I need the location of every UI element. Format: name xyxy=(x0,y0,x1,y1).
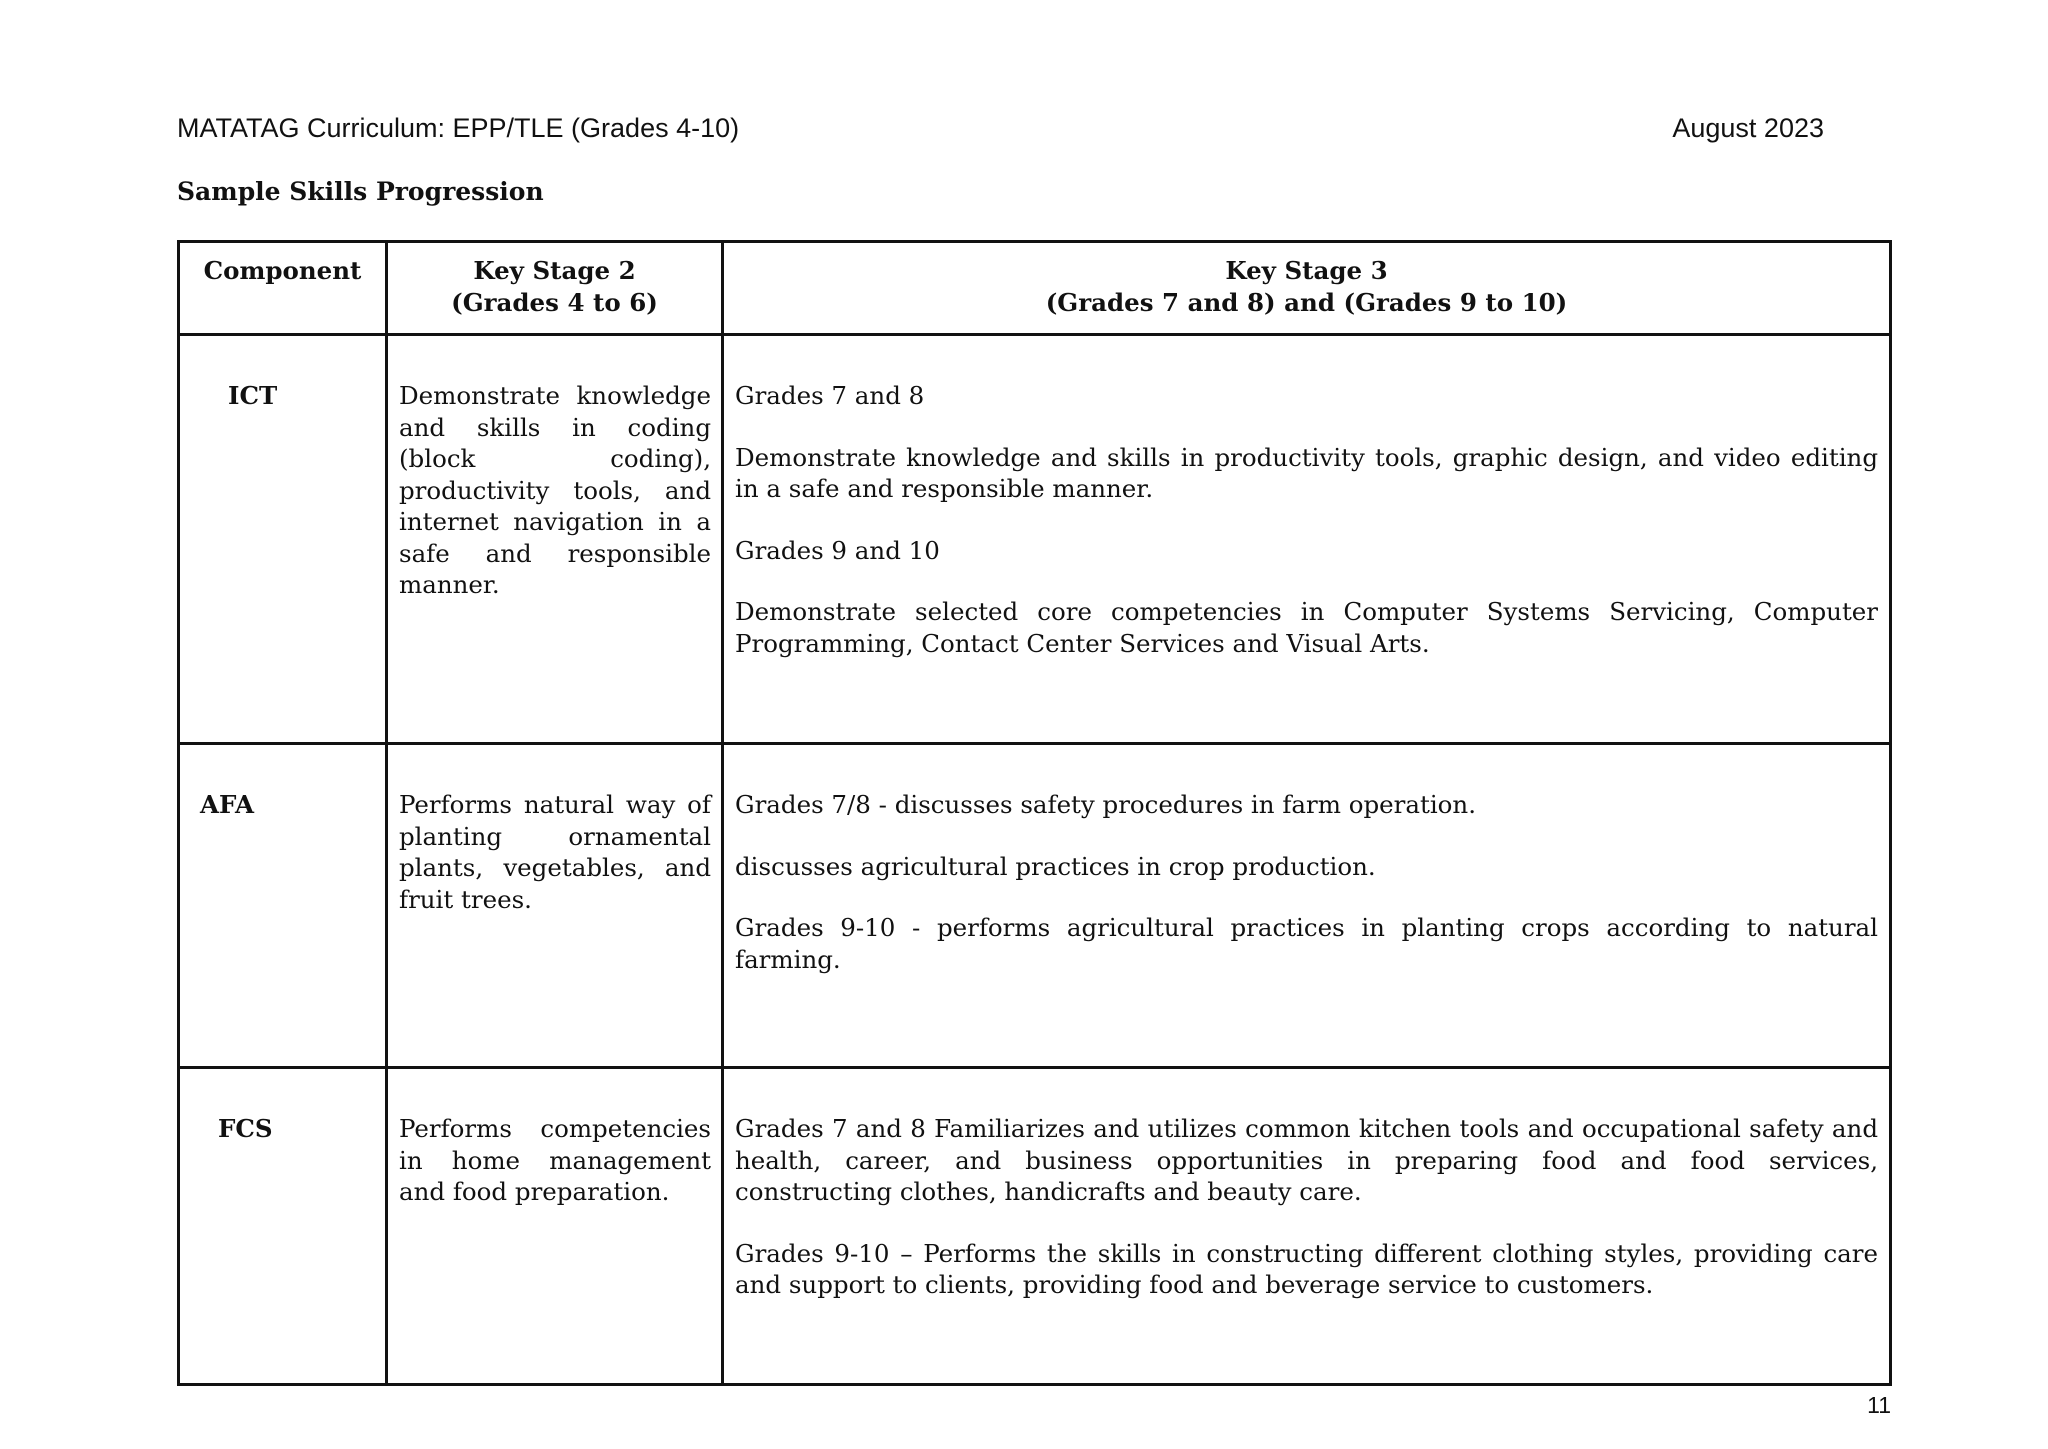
column-header-key-stage-2 xyxy=(387,242,723,335)
skills-progression-table xyxy=(177,240,1892,1386)
key-stage-3-paragraph: Grades 9-10 - performs agricultural practices in planting crops according to natural farming. xyxy=(735,913,1878,974)
key-stage-3-paragraph: Grades 7 and 8 xyxy=(735,381,925,410)
key-stage-3-paragraph: Grades 9 and 10 xyxy=(735,535,940,565)
document-date: August 2023 xyxy=(1672,113,1824,143)
column-header-line: (Grades 7 and 8) and (Grades 9 to 10) xyxy=(1045,287,1568,317)
column-header-line: (Grades 4 to 6) xyxy=(451,287,658,317)
component-label: ICT xyxy=(228,381,278,410)
column-header-key-stage-3 xyxy=(723,242,1891,335)
key-stage-3-paragraph: Demonstrate knowledge and skills in productivity tools, graphic design, and video editing in a safe and responsible manner. xyxy=(735,442,1878,503)
page-number: 11 xyxy=(1867,1392,1891,1418)
key-stage-3-cell xyxy=(723,744,1891,1068)
column-header-line: Key Stage 3 xyxy=(1225,256,1388,285)
key-stage-2-cell: Performs natural way of planting ornamental plants, vegetables, and fruit trees. xyxy=(387,744,723,1068)
component-cell xyxy=(179,335,387,744)
section-title: Sample Skills Progression xyxy=(177,177,544,206)
table-row-afa xyxy=(179,744,1891,1068)
column-header-line: Component xyxy=(203,256,362,285)
key-stage-3-cell xyxy=(723,335,1891,744)
column-header-component xyxy=(179,242,387,335)
component-label: AFA xyxy=(200,790,254,819)
key-stage-3-paragraph: Grades 7 and 8 Familiarizes and utilizes common kitchen tools and occupational safety and health, career, and business opportunities in preparing food and food services, constructing clothes, handicrafts and beauty care. xyxy=(735,1114,1878,1206)
component-label: FCS xyxy=(218,1114,273,1143)
column-header-line: Key Stage 2 xyxy=(473,256,636,285)
key-stage-3-paragraph: Grades 9-10 – Performs the skills in constructing different clothing styles, providing care and support to clients, providing food and beverage service to customers. xyxy=(735,1238,1878,1299)
key-stage-3-cell xyxy=(723,1068,1891,1385)
key-stage-3-paragraph: Demonstrate selected core competencies in Computer Systems Servicing, Computer Programming, Contact Center Services and Visual Arts. xyxy=(735,597,1878,658)
table-row-ict xyxy=(179,335,1891,744)
key-stage-2-cell: Demonstrate knowledge and skills in coding (block coding), productivity tools, and internet navigation in a safe and responsible manner. xyxy=(387,335,723,744)
table-row-fcs xyxy=(179,1068,1891,1385)
document-title: MATATAG Curriculum: EPP/TLE (Grades 4-10) xyxy=(177,113,740,143)
page-header xyxy=(177,112,1824,144)
key-stage-3-paragraph: discusses agricultural practices in crop production. xyxy=(735,851,1376,881)
table-header-row xyxy=(179,242,1891,335)
key-stage-3-paragraph: Grades 7/8 - discusses safety procedures in farm operation. xyxy=(735,790,1476,819)
component-cell xyxy=(179,744,387,1068)
component-cell xyxy=(179,1068,387,1385)
key-stage-2-cell: Performs competencies in home management and food preparation. xyxy=(387,1068,723,1385)
